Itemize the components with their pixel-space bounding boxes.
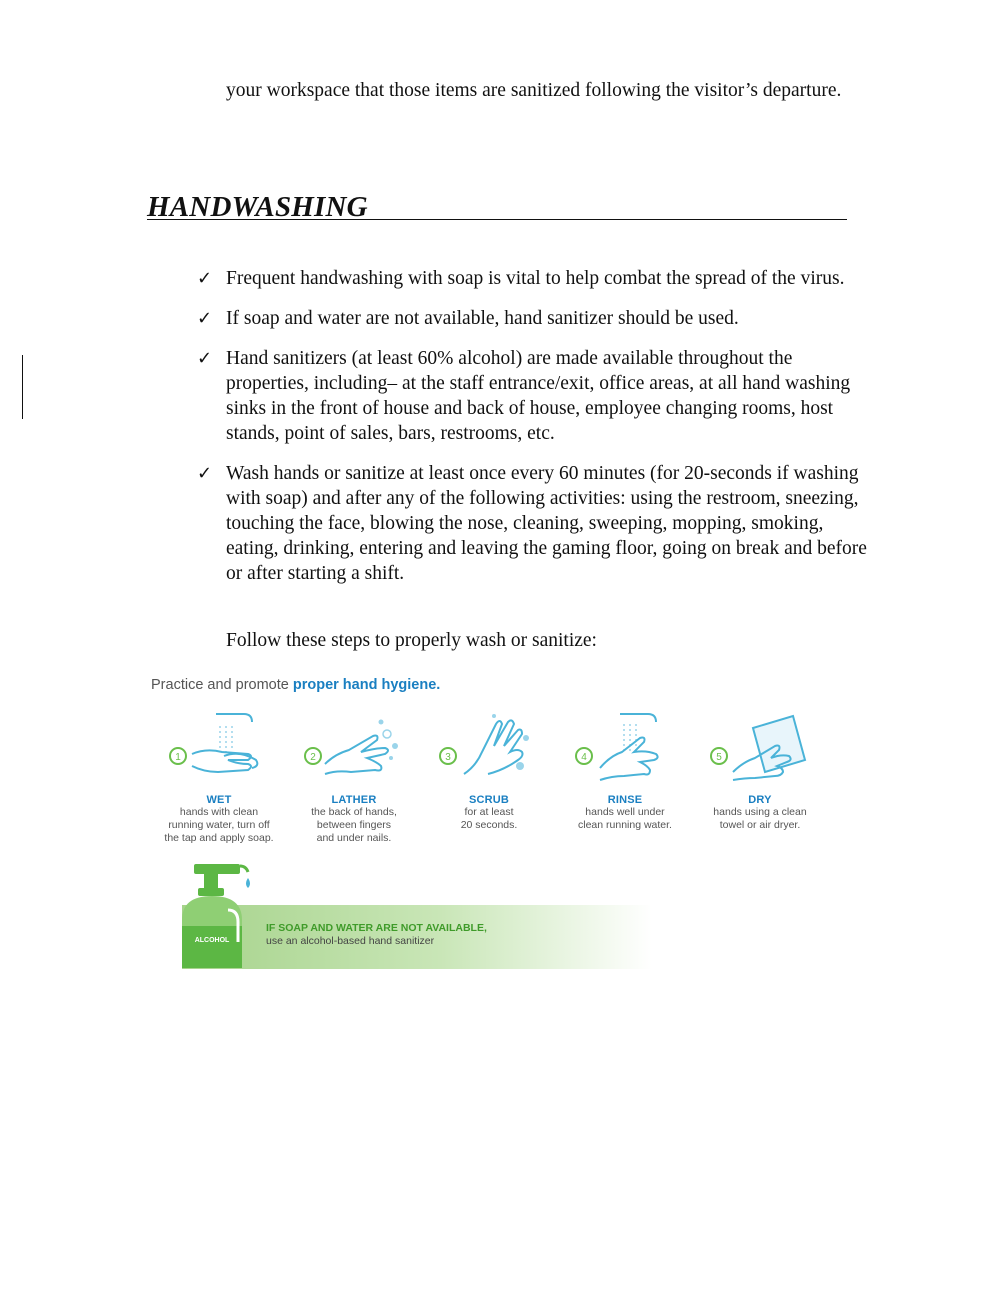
lather-hands-icon	[299, 708, 409, 788]
list-item	[197, 461, 877, 586]
step-dry	[695, 708, 825, 832]
infographic-title-highlight: proper hand hygiene.	[292, 677, 441, 693]
bottle-label: ALCOHOL	[194, 937, 230, 944]
follow-steps-text: Follow these steps to properly wash or sanitize:	[226, 630, 597, 651]
step-description: hands using a clean towel or air dryer.	[713, 806, 807, 831]
sanitizer-bottle-icon	[176, 860, 266, 972]
dry-hands-icon	[705, 708, 815, 788]
infographic-title	[151, 677, 440, 693]
step-number: 3	[445, 752, 451, 763]
bullet-list	[197, 266, 877, 601]
check-mark-icon: ✓	[197, 308, 213, 329]
bullet-text: If soap and water are not available, hand sanitizer should be used.	[226, 308, 739, 329]
step-scrub	[424, 708, 554, 832]
sanitizer-subline: use an alcohol-based hand sanitizer	[266, 935, 435, 947]
list-item	[197, 266, 877, 291]
list-item	[197, 346, 877, 446]
step-lather	[289, 708, 419, 845]
intro-paragraph: your workspace that those items are sanitized following the visitor’s departure.	[226, 80, 842, 101]
bullet-text: Wash hands or sanitize at least once every 60 minutes (for 20-seconds if washing with soap) and after any of the following activities: using the restroom, sneezing, touching the face, blowing the nose, cleaning, sweeping, mopping, smoking, eating, drinking, entering and leaving the gaming floor, going on break and before or after starting a shift.	[226, 463, 867, 584]
step-rinse	[560, 708, 690, 832]
bullet-text: Frequent handwashing with soap is vital to help combat the spread of the virus.	[226, 268, 845, 289]
scrub-hands-icon	[434, 708, 544, 788]
step-description: hands well under clean running water.	[578, 806, 672, 831]
step-description: for at least 20 seconds.	[460, 806, 518, 831]
step-number: 1	[175, 752, 181, 763]
check-mark-icon: ✓	[197, 463, 213, 484]
wet-hands-icon	[164, 708, 274, 788]
sanitizer-text	[266, 922, 487, 947]
sanitizer-headline: IF SOAP AND WATER ARE NOT AVAILABLE,	[266, 922, 487, 934]
step-number: 2	[310, 752, 316, 763]
heading-underline	[147, 219, 847, 220]
step-name: LATHER	[331, 794, 377, 806]
step-name: RINSE	[607, 794, 643, 806]
section-heading: HANDWASHING	[147, 191, 368, 223]
step-wet	[154, 708, 284, 845]
step-name: SCRUB	[468, 794, 510, 806]
revision-bar	[22, 355, 23, 419]
step-number: 5	[716, 752, 722, 763]
bullet-text: Hand sanitizers (at least 60% alcohol) are made available throughout the properties, including– at the staff entrance/exit, office areas, at all hand washing sinks in the front of house and back of house, employee changing rooms, host stands, point of sales, bars, restrooms, etc.	[226, 348, 851, 444]
list-item	[197, 306, 877, 331]
step-number: 4	[581, 752, 587, 763]
check-mark-icon: ✓	[197, 268, 213, 289]
step-name: DRY	[748, 794, 772, 806]
step-description: the back of hands, between fingers and under nails.	[311, 806, 397, 844]
check-mark-icon: ✓	[197, 348, 213, 369]
step-name: WET	[206, 794, 232, 806]
rinse-hands-icon	[570, 708, 680, 788]
step-description: hands with clean running water, turn off the tap and apply soap.	[164, 806, 274, 844]
infographic-title-prefix: Practice and promote	[151, 677, 293, 693]
